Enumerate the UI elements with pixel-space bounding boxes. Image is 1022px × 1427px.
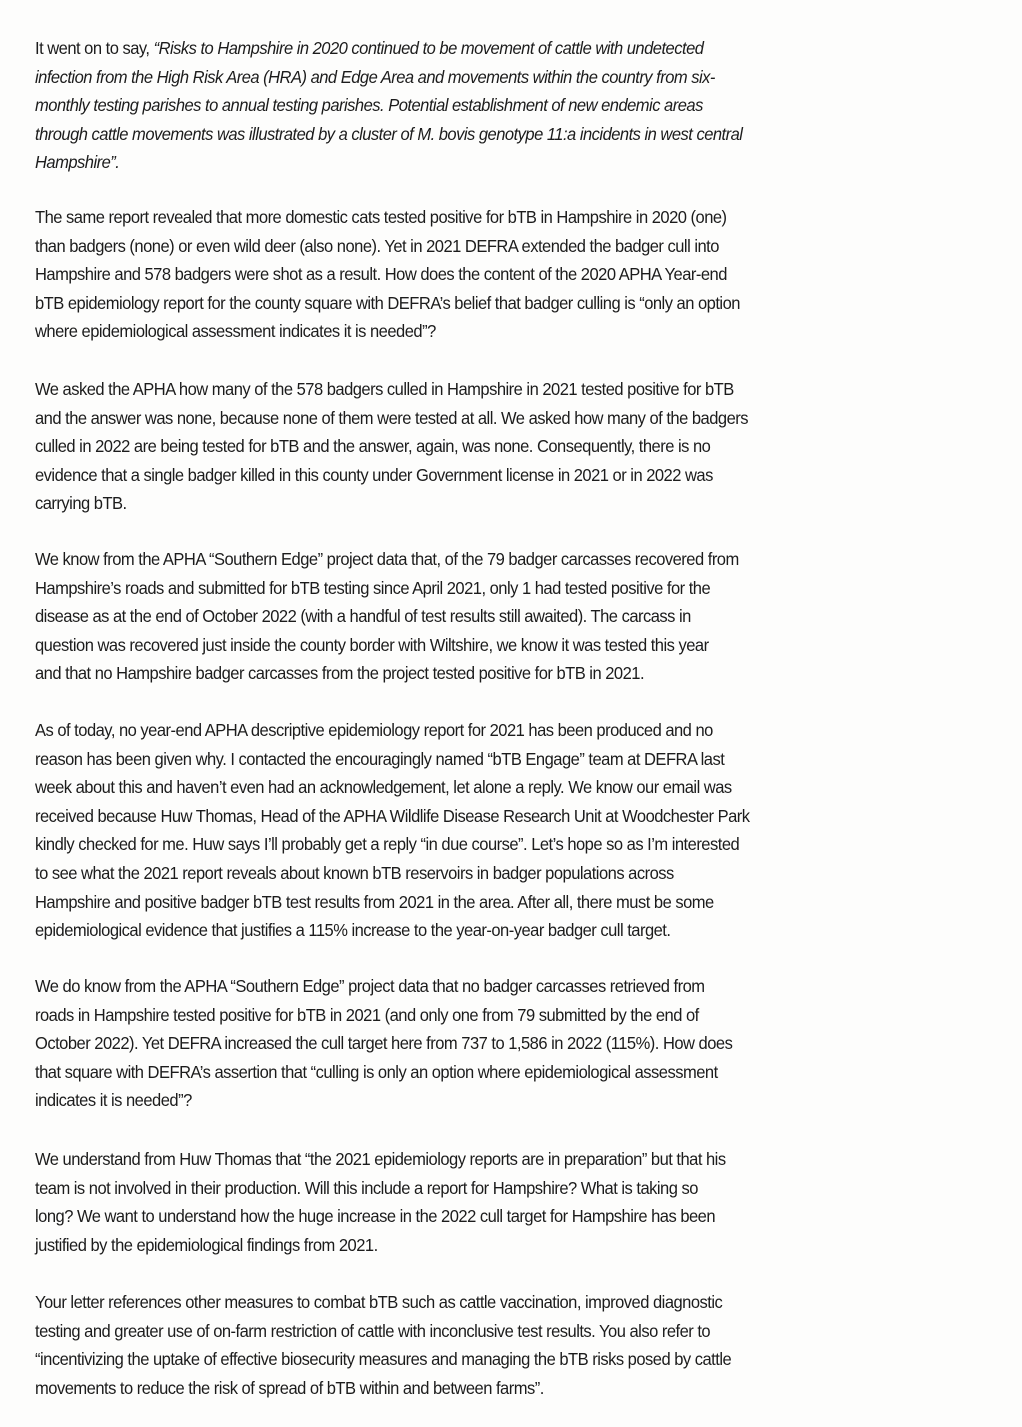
text-line: evidence that a single badger killed in this county under Government license in 2021 or in 2022 was — [35, 464, 713, 485]
paragraph-badgers-tested — [35, 375, 794, 518]
text-line: bTB epidemiology report for the county square with DEFRA’s belief that badger culling is “only an option — [35, 292, 740, 313]
text-line: justified by the epidemiological findings from 2021. — [35, 1234, 378, 1255]
text-line: carrying bTB. — [35, 493, 127, 514]
text-line: We understand from Huw Thomas that “the 2021 epidemiology reports are in preparation” but that his — [35, 1149, 726, 1169]
text-line: kindly checked for me. Huw says I’ll probably get a reply “in due course”. Let’s hope so as I’m interested — [35, 834, 740, 855]
text-line: Hampshire and positive badger bTB test results from 2021 in the area. After all, there must be some — [35, 891, 714, 912]
text-line: long? We want to understand how the huge increase in the 2022 cull target for Hampshire has been — [35, 1206, 716, 1227]
text-line: where epidemiological assessment indicates it is needed”? — [35, 321, 436, 342]
text-line: question was recovered just inside the county border with Wiltshire, we know it was tested this year — [35, 634, 709, 655]
text-line: and that no Hampshire badger carcasses from the project tested positive for bTB in 2021. — [35, 663, 645, 684]
text-line: reason has been given why. I contacted the encouragingly named “bTB Engage” team at DEFRA last — [35, 748, 725, 769]
text-line: received because Huw Thomas, Head of the APHA Wildlife Disease Research Unit at Woodchester Park — [35, 805, 750, 826]
text-line: culled in 2022 are being tested for bTB and the answer, again, was none. Consequently, there is no — [35, 436, 711, 457]
quote-text: “Risks to Hampshire in 2020 continued to be movement of cattle with undetected — [153, 38, 704, 58]
paragraph-cull-target — [35, 972, 777, 1115]
text-line: and the answer was none, because none of them were tested at all. We asked how many of the badgers — [35, 407, 749, 428]
text-line: than badgers (none) or even wild deer (also none). Yet in 2021 DEFRA extended the badger cull into — [35, 235, 719, 256]
text-line: The same report revealed that more domestic cats tested positive for bTB in Hampshire in 2020 (one) — [35, 207, 727, 227]
text-line: that square with DEFRA’s assertion that “culling is only an option where epidemiological assessment — [35, 1061, 718, 1082]
paragraph-domestic-cats — [35, 203, 785, 346]
text-line: testing and greater use of on-farm restriction of cattle with inconclusive test results. You also refer to — [35, 1320, 711, 1341]
text-line: October 2022). Yet DEFRA increased the cull target here from 737 to 1,586 in 2022 (115%). How does — [35, 1033, 733, 1054]
paragraph-year-end-report — [35, 716, 795, 945]
paragraph-southern-edge — [35, 545, 784, 688]
text-line: We know from the APHA “Southern Edge” project data that, of the 79 badger carcasses recovered from — [35, 549, 739, 569]
paragraph-huw-thomas — [35, 1145, 770, 1259]
paragraph-apha-quote — [35, 34, 788, 177]
text-line: team is not involved in their production. Will this include a report for Hampshire? What is taking so — [35, 1177, 698, 1198]
text-line: epidemiological evidence that justifies a 115% increase to the year-on-year badger cull target. — [35, 920, 671, 941]
text-line: infection from the High Risk Area (HRA) and Edge Area and movements within the country from six- — [35, 66, 715, 87]
text-line: “incentivizing the uptake of effective biosecurity measures and managing the bTB risks posed by cattle — [35, 1349, 732, 1370]
quote-lead-in: It went on to say, — [35, 38, 154, 58]
text-line: roads in Hampshire tested positive for bTB in 2021 (and only one from 79 submitted by the end of — [35, 1004, 699, 1025]
text-line: to see what the 2021 report reveals about known bTB reservoirs in badger populations across — [35, 862, 674, 883]
text-line: Hampshire and 578 badgers were shot as a result. How does the content of the 2020 APHA Year-end — [35, 264, 727, 285]
paragraph-other-measures — [35, 1288, 776, 1402]
text-line: movements to reduce the risk of spread of bTB within and between farms”. — [35, 1377, 544, 1398]
text-line: We do know from the APHA “Southern Edge” project data that no badger carcasses retrieved from — [35, 976, 705, 996]
text-line: Hampshire”. — [35, 152, 120, 173]
text-line: We asked the APHA how many of the 578 badgers culled in Hampshire in 2021 tested positive for bTB — [35, 379, 734, 399]
text-line: week about this and haven’t even had an acknowledgement, let alone a reply. We know our email was — [35, 777, 732, 798]
text-line: Hampshire’s roads and submitted for bTB testing since April 2021, only 1 had tested positive for the — [35, 577, 711, 598]
text-line — [35, 34, 742, 63]
text-line: disease as at the end of October 2022 (with a handful of test results still awaited). The carcass in — [35, 606, 691, 627]
text-line: through cattle movements was illustrated by a cluster of M. bovis genotype 11:a incidents in west central — [35, 123, 743, 144]
text-line: Your letter references other measures to combat bTB such as cattle vaccination, improved diagnostic — [35, 1292, 723, 1312]
text-line: monthly testing parishes to annual testing parishes. Potential establishment of new endemic areas — [35, 95, 703, 116]
text-line: indicates it is needed”? — [35, 1090, 192, 1111]
text-line: As of today, no year-end APHA descriptive epidemiology report for 2021 has been produced and no — [35, 720, 713, 740]
